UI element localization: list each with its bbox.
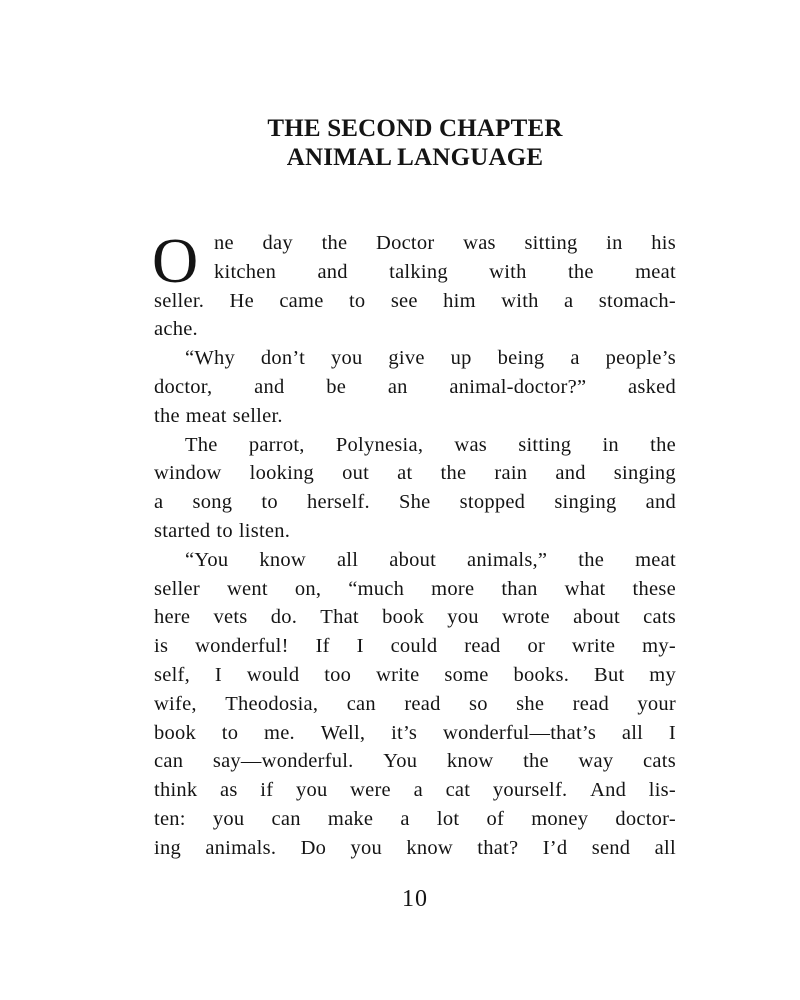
text-line: ache. xyxy=(154,318,198,341)
text-line: book to me. Well, it’s wonderful—that’s all I xyxy=(154,721,676,744)
text-line: The parrot, Polynesia, was sitting in the xyxy=(185,433,676,456)
text-line: can say—wonderful. You know the way cats xyxy=(154,750,676,773)
drop-cap: O xyxy=(152,225,199,296)
text-line: is wonderful! If I could read or write my- xyxy=(154,635,676,658)
text-line: kitchen and talking with the meat xyxy=(214,260,676,283)
chapter-heading xyxy=(0,114,800,172)
text-line: think as if you were a cat yourself. And lis- xyxy=(154,779,676,802)
text-line: a song to herself. She stopped singing and xyxy=(154,491,676,514)
text-line: self, I would too write some books. But my xyxy=(154,663,676,686)
text-line: window looking out at the rain and singing xyxy=(154,462,676,485)
body-text xyxy=(152,225,676,863)
text-line: here vets do. That book you wrote about cats xyxy=(154,606,676,629)
text-line: doctor, and be an animal-doctor?” asked xyxy=(154,375,676,398)
text-line: “Why don’t you give up being a people’s xyxy=(185,347,676,370)
page-number: 10 xyxy=(402,886,428,912)
text-line: “You know all about animals,” the meat xyxy=(185,548,676,571)
text-line: ten: you can make a lot of money doctor- xyxy=(154,807,676,830)
text-line: the meat seller. xyxy=(154,404,283,427)
chapter-title: THE SECOND CHAPTER xyxy=(267,115,563,142)
text-line: seller. He came to see him with a stomach- xyxy=(154,289,676,312)
text-line: ing animals. Do you know that? I’d send all xyxy=(154,836,676,859)
text-line: seller went on, “much more than what these xyxy=(154,577,676,600)
text-line: started to listen. xyxy=(154,519,291,542)
chapter-subtitle: ANIMAL LANGUAGE xyxy=(286,144,544,171)
text-line: ne day the Doctor was sitting in his xyxy=(214,232,676,254)
text-line: wife, Theodosia, can read so she read your xyxy=(154,692,676,715)
